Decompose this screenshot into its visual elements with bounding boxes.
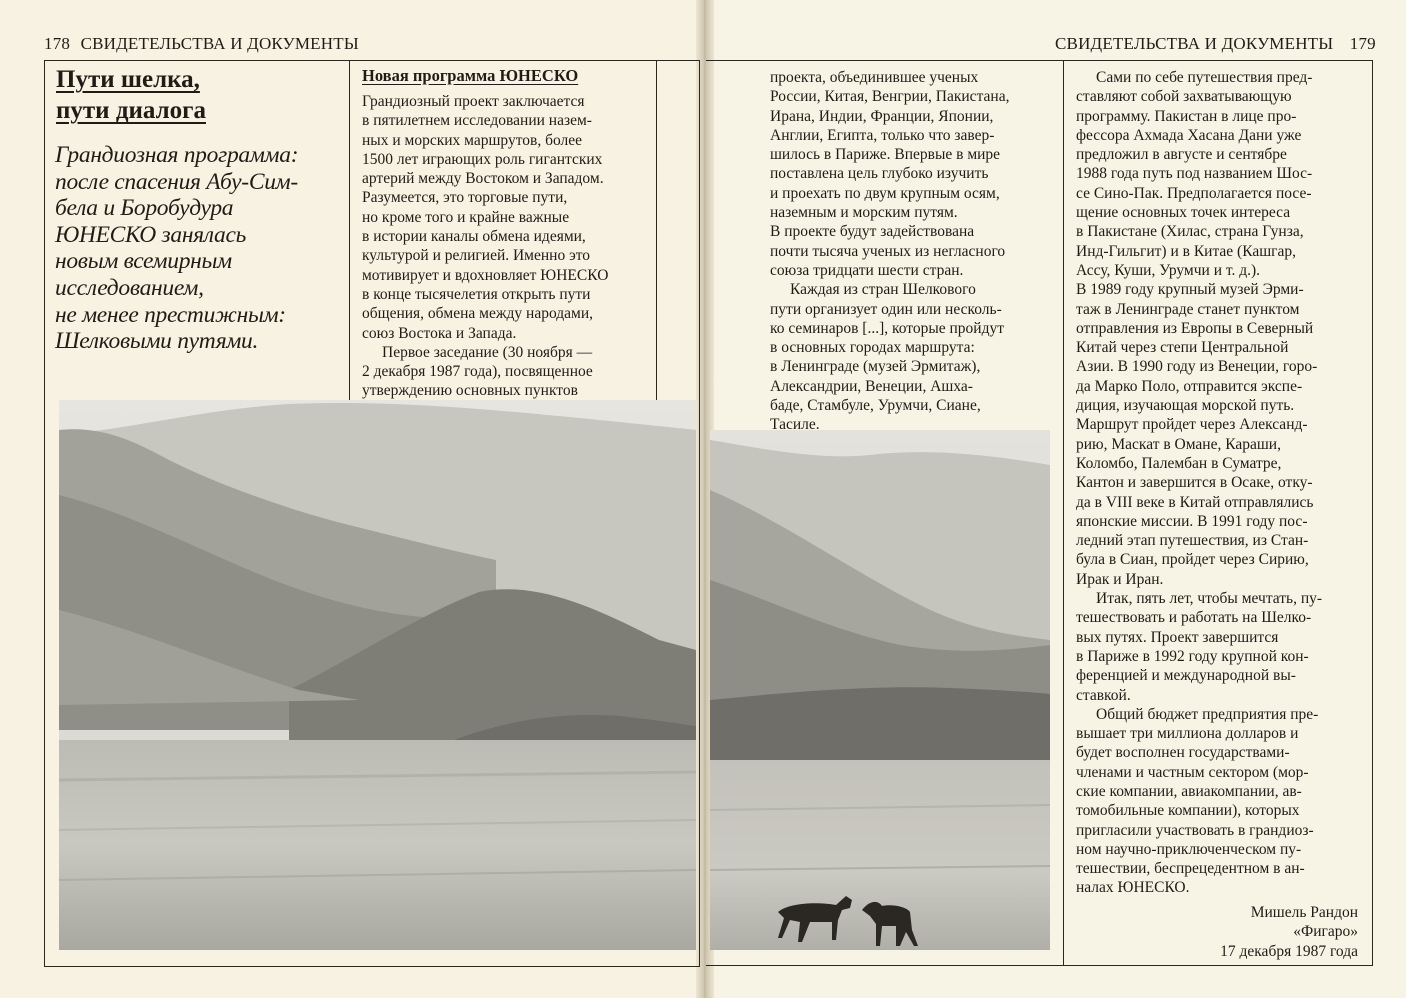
text-line: программу. Пакистан в лице про-	[1076, 107, 1297, 125]
mountain-landscape-image	[59, 400, 696, 950]
text-line: России, Китая, Венгрии, Пакистана,	[770, 88, 1010, 106]
text-line: тешествии, беспрецедентном в ан-	[1076, 860, 1305, 878]
lead-line: после спасения Абу-Сим-	[55, 168, 298, 195]
text-line: но кроме того и крайне важные	[362, 208, 570, 226]
lead-paragraph	[55, 142, 345, 355]
text-line: Разумеется, это торговые пути,	[362, 189, 568, 207]
right-top-rule	[706, 60, 1373, 61]
right-bottom-rule	[706, 965, 1373, 966]
lead-line: бела и Боробудура	[55, 195, 234, 222]
publication-date: 17 декабря 1987 года	[1220, 942, 1358, 960]
text-line: Общий бюджет предприятия пре-	[1096, 705, 1319, 723]
text-line: Тасиле.	[770, 416, 820, 434]
lead-line: исследованием,	[55, 274, 204, 301]
text-line: японские миссии. В 1991 году пос-	[1076, 512, 1308, 530]
text-line: да Марко Поло, отправится экспе-	[1076, 377, 1303, 395]
text-line: ном научно-приключенческом пу-	[1076, 840, 1302, 858]
publication-name: «Фигаро»	[1293, 923, 1358, 941]
text-line: в Ленинграде (музей Эрмитаж),	[770, 358, 981, 376]
text-line: Грандиозный проект заключается	[362, 93, 585, 110]
text-line: се Сино-Пак. Предполагается посе-	[1076, 184, 1312, 202]
lead-line: не менее престижным:	[55, 301, 286, 328]
text-line: баде, Стамбуле, Урумчи, Сиане,	[770, 397, 981, 415]
text-line: мотивирует и вдохновляет ЮНЕСКО	[362, 266, 609, 284]
left-column-divider	[349, 60, 350, 402]
text-line: почти тысяча ученых из негласного	[770, 242, 1006, 260]
mountain-landscape-image-right	[710, 430, 1050, 950]
title-line-1: Пути шелка,	[56, 66, 200, 93]
text-line: В проекте будут задействована	[770, 223, 975, 241]
left-column-right-rule	[656, 60, 657, 428]
section-heading: Новая программа ЮНЕСКО	[362, 66, 579, 85]
text-line: в пятилетнем исследовании назем-	[362, 112, 592, 130]
right-running-head	[1055, 34, 1382, 54]
text-line: налах ЮНЕСКО.	[1076, 879, 1190, 897]
text-line: рию, Маскат в Омане, Караши,	[1076, 435, 1281, 453]
text-line: Маршрут пройдет через Александ-	[1076, 416, 1308, 434]
text-line: пригласили участвовать в грандиоз-	[1076, 821, 1314, 839]
text-line: общения, обмена между народами,	[362, 305, 594, 323]
text-line: Кантон и завершится в Осаке, отку-	[1076, 474, 1313, 492]
text-line: Инд-Гильгит) и в Китае (Кашгар,	[1076, 242, 1297, 260]
text-line: В 1989 году крупный музей Эрми-	[1076, 281, 1304, 299]
text-line: диция, изучающая морской путь.	[1076, 397, 1295, 415]
text-line: ские компании, авиакомпании, ав-	[1076, 782, 1302, 800]
lead-line: Шелковыми путями.	[55, 328, 259, 355]
text-line: союза тридцати шести стран.	[770, 261, 964, 279]
text-line: ференцией и международной вы-	[1076, 667, 1296, 685]
text-line: в конце тысячелетия открыть пути	[362, 285, 591, 303]
landscape-photo-right	[710, 430, 1050, 950]
text-line: предложил в августе и сентябре	[1076, 146, 1287, 164]
text-line: союз Востока и Запада.	[362, 324, 517, 342]
text-line: Англии, Египта, только что завер-	[770, 126, 995, 144]
left-page-number: 178	[44, 34, 71, 53]
text-line: пути организует один или несколь-	[770, 300, 1002, 318]
text-line: вых путях. Проект завершится	[1076, 628, 1279, 646]
text-line: шилось в Париже. Впервые в мире	[770, 146, 1001, 164]
landscape-photo-left	[59, 400, 696, 950]
lead-line: новым всемирным	[55, 248, 232, 275]
title-line-2: пути диалога	[56, 97, 206, 124]
text-line: утверждению основных пунктов	[362, 382, 578, 400]
text-line: була в Сиан, пройдет через Сирию,	[1076, 551, 1309, 569]
left-running-head	[44, 34, 359, 54]
text-line: ледний этап путешествия, из Стан-	[1076, 532, 1309, 550]
text-line: Ирана, Индии, Франции, Японии,	[770, 107, 994, 125]
text-line: в основных городах маршрута:	[770, 339, 975, 357]
text-line: 2 декабря 1987 года), посвященное	[362, 363, 593, 381]
text-line: поставлена цель глубоко изучить	[770, 165, 989, 183]
lead-line: Грандиозная программа:	[55, 142, 299, 168]
text-line: вышает три миллиона долларов и	[1076, 725, 1299, 743]
text-line: Китай через степи Центральной	[1076, 339, 1289, 357]
text-line: отправления из Европы в Северный	[1076, 319, 1314, 337]
text-line: Сами по себе путешествия пред-	[1096, 69, 1313, 86]
text-line: Итак, пять лет, чтобы мечтать, пу-	[1096, 590, 1323, 608]
text-line: Ассу, Куши, Урумчи и т. д.).	[1076, 261, 1261, 279]
text-line: в истории каналы обмена идеями,	[362, 228, 586, 246]
text-line: тешествовать и работать на Шелко-	[1076, 609, 1312, 627]
text-line: Ирак и Иран.	[1076, 570, 1164, 588]
author-name: Мишель Рандон	[1250, 904, 1358, 921]
text-line: в Пакистане (Хилас, страна Гунза,	[1076, 223, 1304, 241]
text-line: фессора Ахмада Хасана Дани уже	[1076, 126, 1302, 144]
text-line: Азии. В 1990 году из Венеции, горо-	[1076, 358, 1318, 376]
text-line: и проехать по двум крупным осям,	[770, 184, 1000, 202]
left-text-column	[362, 92, 654, 401]
text-line: ко семинаров [...], которые пройдут	[770, 319, 1005, 337]
right-running-head-text: СВИДЕТЕЛЬСТВА И ДОКУМЕНТЫ	[1055, 34, 1334, 53]
lead-line: ЮНЕСКО занялась	[55, 221, 247, 248]
text-line: членами и частным сектором (мор-	[1076, 763, 1309, 781]
text-line: культурой и религией. Именно это	[362, 247, 591, 265]
text-line: 1988 года путь под названием Шос-	[1076, 165, 1313, 183]
left-running-head-text: СВИДЕТЕЛЬСТВА И ДОКУМЕНТЫ	[80, 34, 359, 53]
text-line: будет восполнен государствами-	[1076, 744, 1290, 762]
text-line: ставляют собой захватывающую	[1076, 88, 1292, 106]
right-column-divider	[1063, 60, 1064, 965]
text-line: ных и морских маршрутов, более	[362, 131, 583, 149]
text-line: Каждая из стран Шелкового	[790, 281, 976, 299]
text-line: 1500 лет играющих роль гигантских	[362, 150, 603, 168]
text-line: артерий между Востоком и Западом.	[362, 170, 604, 188]
text-line: да в VIII веке в Китай отправлялись	[1076, 493, 1314, 511]
right-page-number: 179	[1349, 34, 1376, 53]
right-text-column-2	[1076, 68, 1370, 898]
text-line: наземным и морским путям.	[770, 204, 958, 222]
article-title	[56, 64, 326, 126]
text-line: томобильные компании), которых	[1076, 802, 1300, 820]
signature-block	[1150, 903, 1358, 961]
text-line: проекта, объединившее ученых	[770, 69, 979, 86]
right-frame-edge	[1372, 60, 1373, 965]
text-line: Александрии, Венеции, Ашха-	[770, 377, 973, 395]
text-line: Первое заседание (30 ноября —	[382, 343, 593, 361]
text-line: ставкой.	[1076, 686, 1131, 704]
text-line: щение основных точек интереса	[1076, 204, 1291, 222]
text-line: в Париже в 1992 году крупной кон-	[1076, 647, 1309, 665]
text-line: таж в Ленинграде станет пунктом	[1076, 300, 1300, 318]
right-text-column-1	[770, 68, 1060, 435]
text-line: Коломбо, Палембан в Суматре,	[1076, 454, 1282, 472]
